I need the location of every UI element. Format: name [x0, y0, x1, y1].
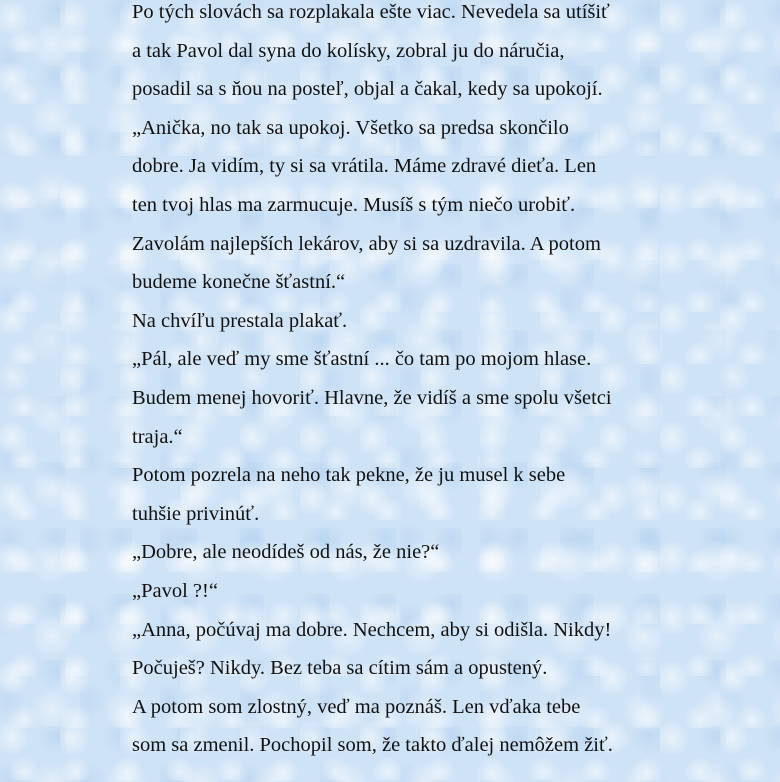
text-line: Po tých slovách sa rozplakala ešte viac. Nevedela sa utíšiť [132, 1, 610, 23]
text-line: „Dobre, ale neodídeš od nás, že nie?“ [132, 541, 440, 564]
text-line: posadil sa s ňou na posteľ, objal a čakal, kedy sa upokojí. [132, 78, 603, 101]
document-page [132, 0, 732, 765]
text-line: Budem menej hovoriť. Hlavne, že vidíš a sme spolu všetci [132, 386, 612, 409]
text-line: som sa zmenil. Pochopil som, že takto ďalej nemôžem žiť. [132, 734, 613, 757]
text-line: Zavolám najlepších lekárov, aby si sa uzdravila. A potom [132, 232, 601, 255]
text-line: dobre. Ja vidím, ty si sa vrátila. Máme zdravé dieťa. Len [132, 155, 597, 178]
text-line: „Anička, no tak sa upokoj. Všetko sa predsa skončilo [132, 116, 569, 139]
text-line: Potom pozrela na neho tak pekne, že ju musel k sebe [132, 464, 566, 487]
text-line: budeme konečne šťastní.“ [132, 271, 346, 294]
text-line: Na chvíľu prestala plakať. [132, 309, 348, 332]
text-line: tuhšie privinúť. [132, 502, 260, 525]
text-line: traja.“ [132, 425, 183, 448]
text-line: „Anna, počúvaj ma dobre. Nechcem, aby si odišla. Nikdy! [132, 618, 612, 641]
text-line: ten tvoj hlas ma zarmucuje. Musíš s tým niečo urobiť. [132, 193, 576, 216]
text-line: „Pál, ale veď my sme šťastní ... čo tam po mojom hlase. [132, 348, 592, 371]
text-line: Počuješ? Nikdy. Bez teba sa cítim sám a opustený. [132, 657, 548, 680]
text-line: a tak Pavol dal syna do kolísky, zobral ju do náručia, [132, 39, 565, 62]
text-line: „Pavol ?!“ [132, 579, 218, 602]
text-line: A potom som zlostný, veď ma poznáš. Len vďaka tebe [132, 695, 581, 718]
